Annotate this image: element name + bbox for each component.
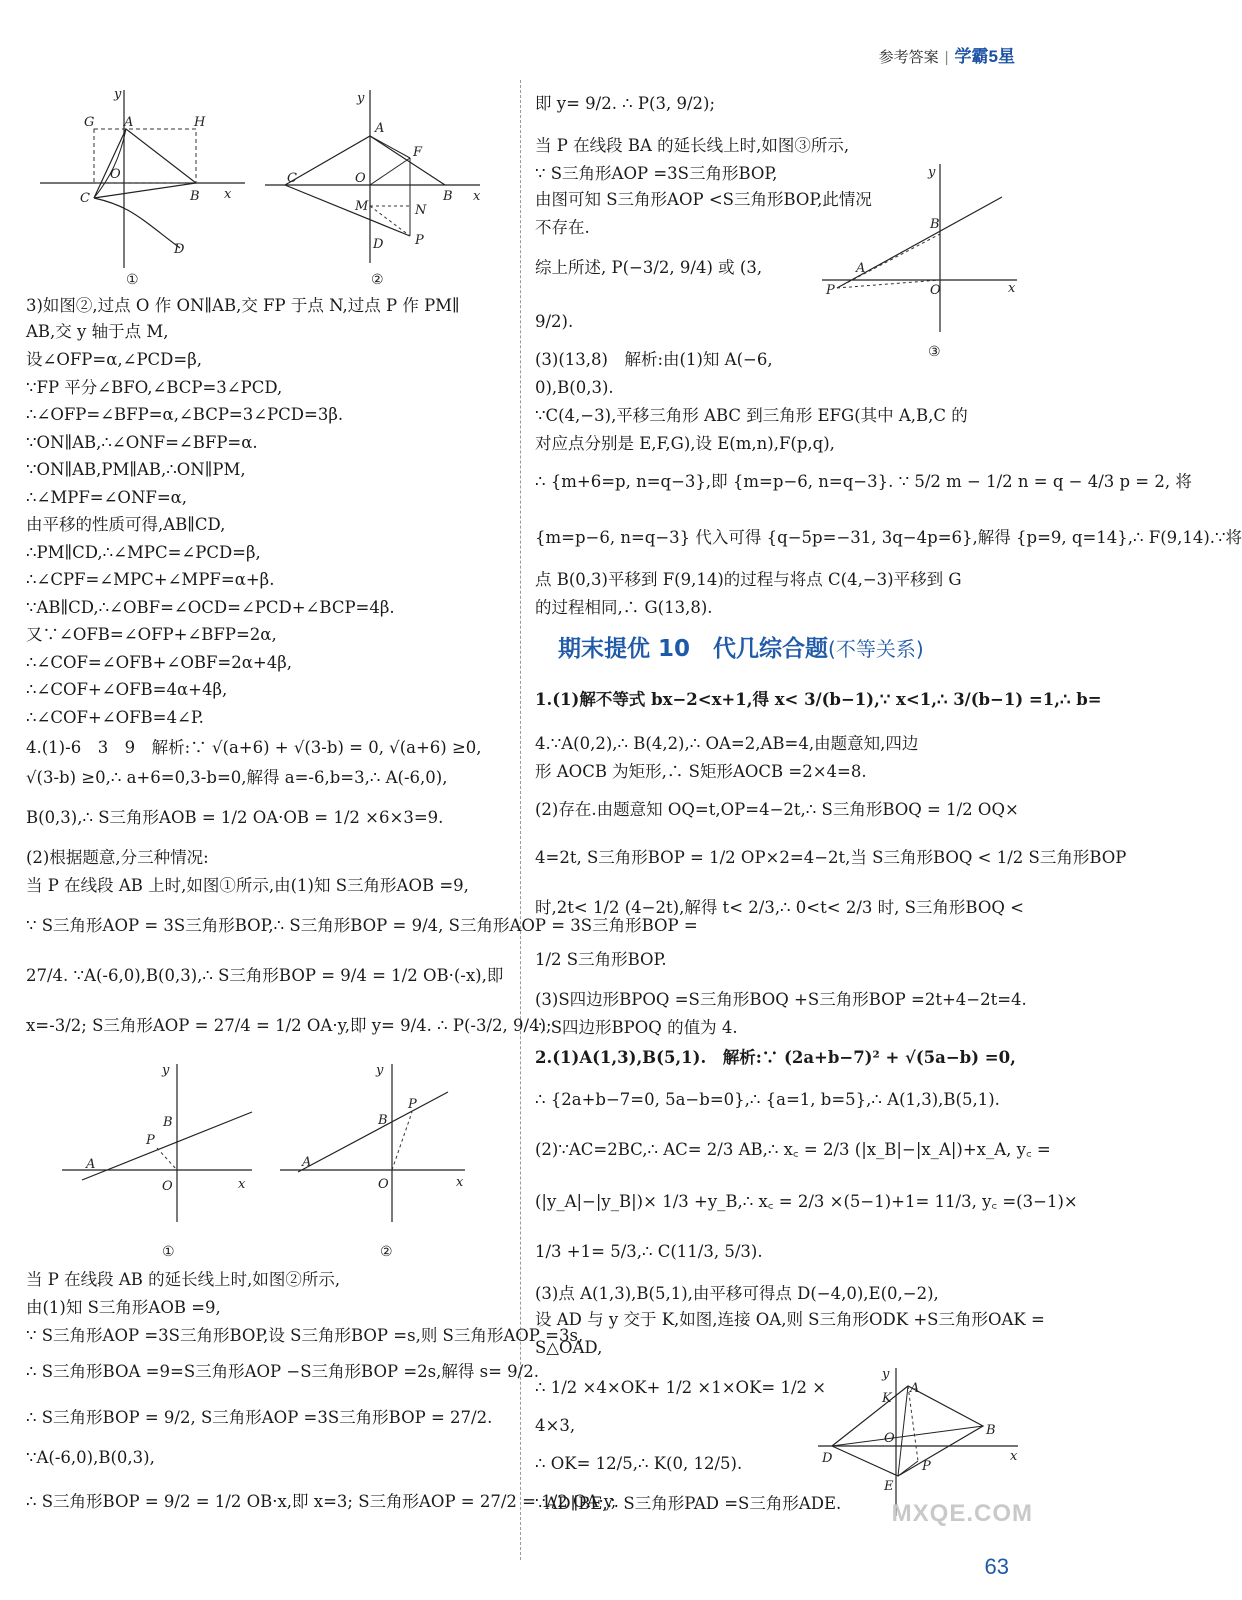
text-line: 综上所述, P(−3/2, 9/4) 或 (3, [535,258,763,277]
text-line: 由平移的性质可得,AB∥CD, [26,515,226,534]
text-line: 4×3, [535,1416,576,1435]
text-line: ∵ S三角形AOP =3S三角形BOP, [535,164,778,183]
text-line: ∴ OK= 12/5,∴ K(0, 12/5). [535,1454,743,1473]
header-separator: | [944,49,949,66]
figure-top-2 [265,88,490,288]
text-line: ∵FP 平分∠BFO,∠BCP=3∠PCD, [26,378,283,397]
text-line: ∵C(4,−3),平移三角形 ABC 到三角形 EFG(其中 A,B,C 的 [535,406,968,425]
fig-label: D [822,1451,833,1466]
brand-logo: 学霸5星 [954,47,1015,66]
fig-label: C [287,171,297,186]
text-line: 4.∵A(0,2),∴ B(4,2),∴ OA=2,AB=4,由题意知,四边 [535,734,919,753]
page-number: 63 [984,1554,1009,1579]
fig-label: x [1010,1449,1018,1464]
text-line: ∴ S三角形BOP = 9/2, S三角形AOP =3S三角形BOP = 27/2. [26,1408,493,1427]
text-line: ∵ S三角形AOP =3S三角形BOP,设 S三角形BOP =s,则 S三角形AOP =3s, [26,1326,584,1345]
text-line: ∴∠COF=∠OFB+∠OBF=2α+4β, [26,653,292,672]
header-label: 参考答案 [878,49,939,66]
fig-label: O [110,167,121,182]
text-line: 不存在. [535,218,590,237]
text-line: 当 P 在线段 AB 上时,如图①所示,由(1)知 S三角形AOB =9, [26,876,469,895]
text-line: ∵ON∥AB,∴∠ONF=∠BFP=α. [26,433,258,452]
figure-right-3 [822,162,1022,362]
fig-label: B [986,1423,996,1438]
text-line: B(0,3),∴ S三角形AOB = 1/2 OA·OB = 1/2 ×6×3=9. [26,808,444,827]
section-title [558,630,1018,663]
text-line: ∴∠MPF=∠ONF=α, [26,488,188,507]
text-line: ∴ 1/2 ×4×OK+ 1/2 ×1×OK= 1/2 × [535,1378,827,1397]
fig-label: O [162,1179,173,1194]
fig-label: B [930,217,940,232]
fig-label: N [415,203,427,218]
fig-label: D [373,237,384,252]
text-line: {m=p−6, n=q−3} 代入可得 {q−5p=−31, 3q−4p=6},解得 {p=9, q=14},∴ F(9,14).∵将 [535,528,1242,547]
figure-mid-1 [62,1062,262,1262]
text-line: ∵ S三角形AOP = 3S三角形BOP,∴ S三角形BOP = 9/4, S三角形AOP = 3S三角形BOP = [26,916,698,935]
fig-label: M [355,199,369,214]
text-line: ∴∠OFP=∠BFP=α,∠BCP=3∠PCD=3β. [26,405,344,424]
fig-label: A [302,1155,312,1170]
fig-label: O [884,1431,895,1446]
fig-label: A [86,1157,96,1172]
text-line: ∵ON∥AB,PM∥AB,∴ON∥PM, [26,460,246,479]
fig-label: y [357,91,365,106]
fig-label: A [124,115,134,130]
fig-label: H [194,115,206,130]
text-line: 形 AOCB 为矩形,∴ S矩形AOCB =2×4=8. [535,762,867,781]
text-line: 由图可知 S三角形AOP <S三角形BOP,此情况 [535,190,872,209]
fig-label: y [882,1367,890,1382]
section-title-main: 期末提优 10 代几综合题 [558,636,829,662]
text-line: (2)∵AC=2BC,∴ AC= 2/3 AB,∴ x꜀ = 2/3 (|x_B|−|x_A|)+x_A, y꜀ = [535,1140,1051,1159]
text-line: √(3-b) ≥0,∴ a+6=0,3-b=0,解得 a=-6,b=3,∴ A(-6,0), [26,768,448,787]
text-line: ∴PM∥CD,∴∠MPC=∠PCD=β, [26,543,261,562]
fig-label: O [930,283,941,298]
text-line: ∴∠COF+∠OFB=4α+4β, [26,680,228,699]
figure-caption: ③ [928,344,941,360]
page-header [879,42,1015,67]
text-line: 27/4. ∵A(-6,0),B(0,3),∴ S三角形BOP = 9/4 = 1/2 OB·(-x),即 [26,966,504,985]
fig-label: A [856,261,866,276]
text-line: ∴ S四边形BPOQ 的值为 4. [535,1018,738,1037]
text-line: 0),B(0,3). [535,378,614,397]
text-line: 设∠OFP=α,∠PCD=β, [26,350,203,369]
fig-label: B [190,189,200,204]
text-line: (2)根据题意,分三种情况: [26,848,209,867]
text-line: 4=2t, S三角形BOP = 1/2 OP×2=4−2t,当 S三角形BOQ < 1/2 S三角形BOP [535,848,1127,867]
fig-label: P [826,283,835,298]
text-line: 1/3 +1= 5/3,∴ C(11/3, 5/3). [535,1242,763,1261]
text-line: 2.(1)A(1,3),B(5,1). 解析:∵ (2a+b−7)² + √(5a−b) =0, [535,1048,1016,1067]
text-line: ∴ S三角形BOP = 9/2 = 1/2 OB·x,即 x=3; S三角形AOP = 27/2 = 1/2 OA·y, [26,1492,617,1511]
text-line: (3)(13,8) 解析:由(1)知 A(−6, [535,350,773,369]
text-line: 设 AD 与 y 交于 K,如图,连接 OA,则 S三角形ODK +S三角形OAK = [535,1310,1045,1329]
fig-label: E [884,1479,894,1494]
text-line: 时,2t< 1/2 (4−2t),解得 t< 2/3,∴ 0<t< 2/3 时, S三角形BOQ < [535,898,1024,917]
fig-label: x [456,1175,464,1190]
text-line: AB,交 y 轴于点 M, [26,322,169,341]
text-line: ∴ {m+6=p, n=q−3},即 {m=p−6, n=q−3}. ∵ 5/2 m − 1/2 n = q − 4/3 p = 2, 将 [535,472,1192,491]
fig-label: x [238,1177,246,1192]
text-line: x=-3/2; S三角形AOP = 27/4 = 1/2 OA·y,即 y= 9/4. ∴ P(-3/2, 9/4); [26,1016,552,1035]
text-line: 当 P 在线段 AB 的延长线上时,如图②所示, [26,1270,341,1289]
text-line: ∴ {2a+b−7=0, 5a−b=0},∴ {a=1, b=5},∴ A(1,3),B(5,1). [535,1090,1000,1109]
fig-label: A [910,1381,920,1396]
text-line: S△OAD, [535,1338,603,1357]
fig-label: A [375,121,385,136]
text-line: 当 P 在线段 BA 的延长线上时,如图③所示, [535,136,850,155]
figure-caption: ② [371,272,384,288]
text-line: ∵A(-6,0),B(0,3), [26,1448,155,1467]
fig-label: G [84,115,95,130]
figure-caption: ② [380,1244,393,1260]
text-line: 由(1)知 S三角形AOB =9, [26,1298,221,1317]
fig-label: P [408,1097,417,1112]
section-title-sub: (不等关系) [828,637,924,661]
text-line: ∵AD∥BE,∴ S三角形PAD =S三角形ADE. [535,1494,842,1513]
fig-label: K [882,1391,892,1406]
fig-label: C [80,191,90,206]
text-line: ∴ S三角形BOA =9=S三角形AOP −S三角形BOP =2s,解得 s= 9/2. [26,1362,539,1381]
fig-label: x [473,189,481,204]
text-line: 对应点分别是 E,F,G),设 E(m,n),F(p,q), [535,434,835,453]
fig-label: O [378,1177,389,1192]
text-line: 即 y= 9/2. ∴ P(3, 9/2); [535,94,716,113]
fig-label: B [443,189,453,204]
fig-label: x [1008,281,1016,296]
text-line: 1.(1)解不等式 bx−2<x+1,得 x< 3/(b−1),∵ x<1,∴ 3/(b−1) =1,∴ b= [535,690,1102,709]
fig-label: B [378,1113,388,1128]
fig-label: D [174,242,185,257]
fig-label: B [163,1115,173,1130]
text-line: (|y_A|−|y_B|)× 1/3 +y_B,∴ x꜀ = 2/3 ×(5−1)+1= 11/3, y꜀ =(3−1)× [535,1192,1078,1211]
watermark: MXQE.COM [891,1500,1033,1527]
fig-label: y [376,1063,384,1078]
text-line: ∴∠COF+∠OFB=4∠P. [26,708,204,727]
fig-label: y [114,87,122,102]
text-line: 又∵∠OFB=∠OFP+∠BFP=2α, [26,625,277,644]
text-line: 3)如图②,过点 O 作 ON∥AB,交 FP 于点 N,过点 P 作 PM∥ [26,296,460,315]
fig-label: x [224,187,232,202]
text-line: 点 B(0,3)平移到 F(9,14)的过程与将点 C(4,−3)平移到 G [535,570,962,589]
fig-label: O [355,171,366,186]
figure-top-1 [40,88,250,288]
text-line: (3)S四边形BPOQ =S三角形BOQ +S三角形BOP =2t+4−2t=4. [535,990,1027,1009]
text-line: 4.(1)-6 3 9 解析:∵ √(a+6) + √(3-b) = 0, √(a+6) ≥0, [26,738,482,757]
fig-label: P [922,1459,931,1474]
text-line: ∵AB∥CD,∴∠OBF=∠OCD=∠PCD+∠BCP=4β. [26,598,395,617]
text-line: ∴∠CPF=∠MPC+∠MPF=α+β. [26,570,275,589]
figure-mid-2 [280,1062,480,1262]
text-line: 1/2 S三角形BOP. [535,950,667,969]
text-line: (2)存在.由题意知 OQ=t,OP=4−2t,∴ S三角形BOQ = 1/2 OQ× [535,800,1019,819]
text-line: (3)点 A(1,3),B(5,1),由平移可得点 D(−4,0),E(0,−2), [535,1284,939,1303]
figure-caption: ① [162,1244,175,1260]
fig-label: y [162,1063,170,1078]
fig-label: F [413,145,423,160]
text-line: 的过程相同,∴ G(13,8). [535,598,713,617]
text-line: 9/2). [535,312,574,331]
figure-caption: ① [126,272,139,288]
fig-label: P [146,1133,155,1148]
fig-label: P [415,233,424,248]
fig-label: y [928,165,936,180]
